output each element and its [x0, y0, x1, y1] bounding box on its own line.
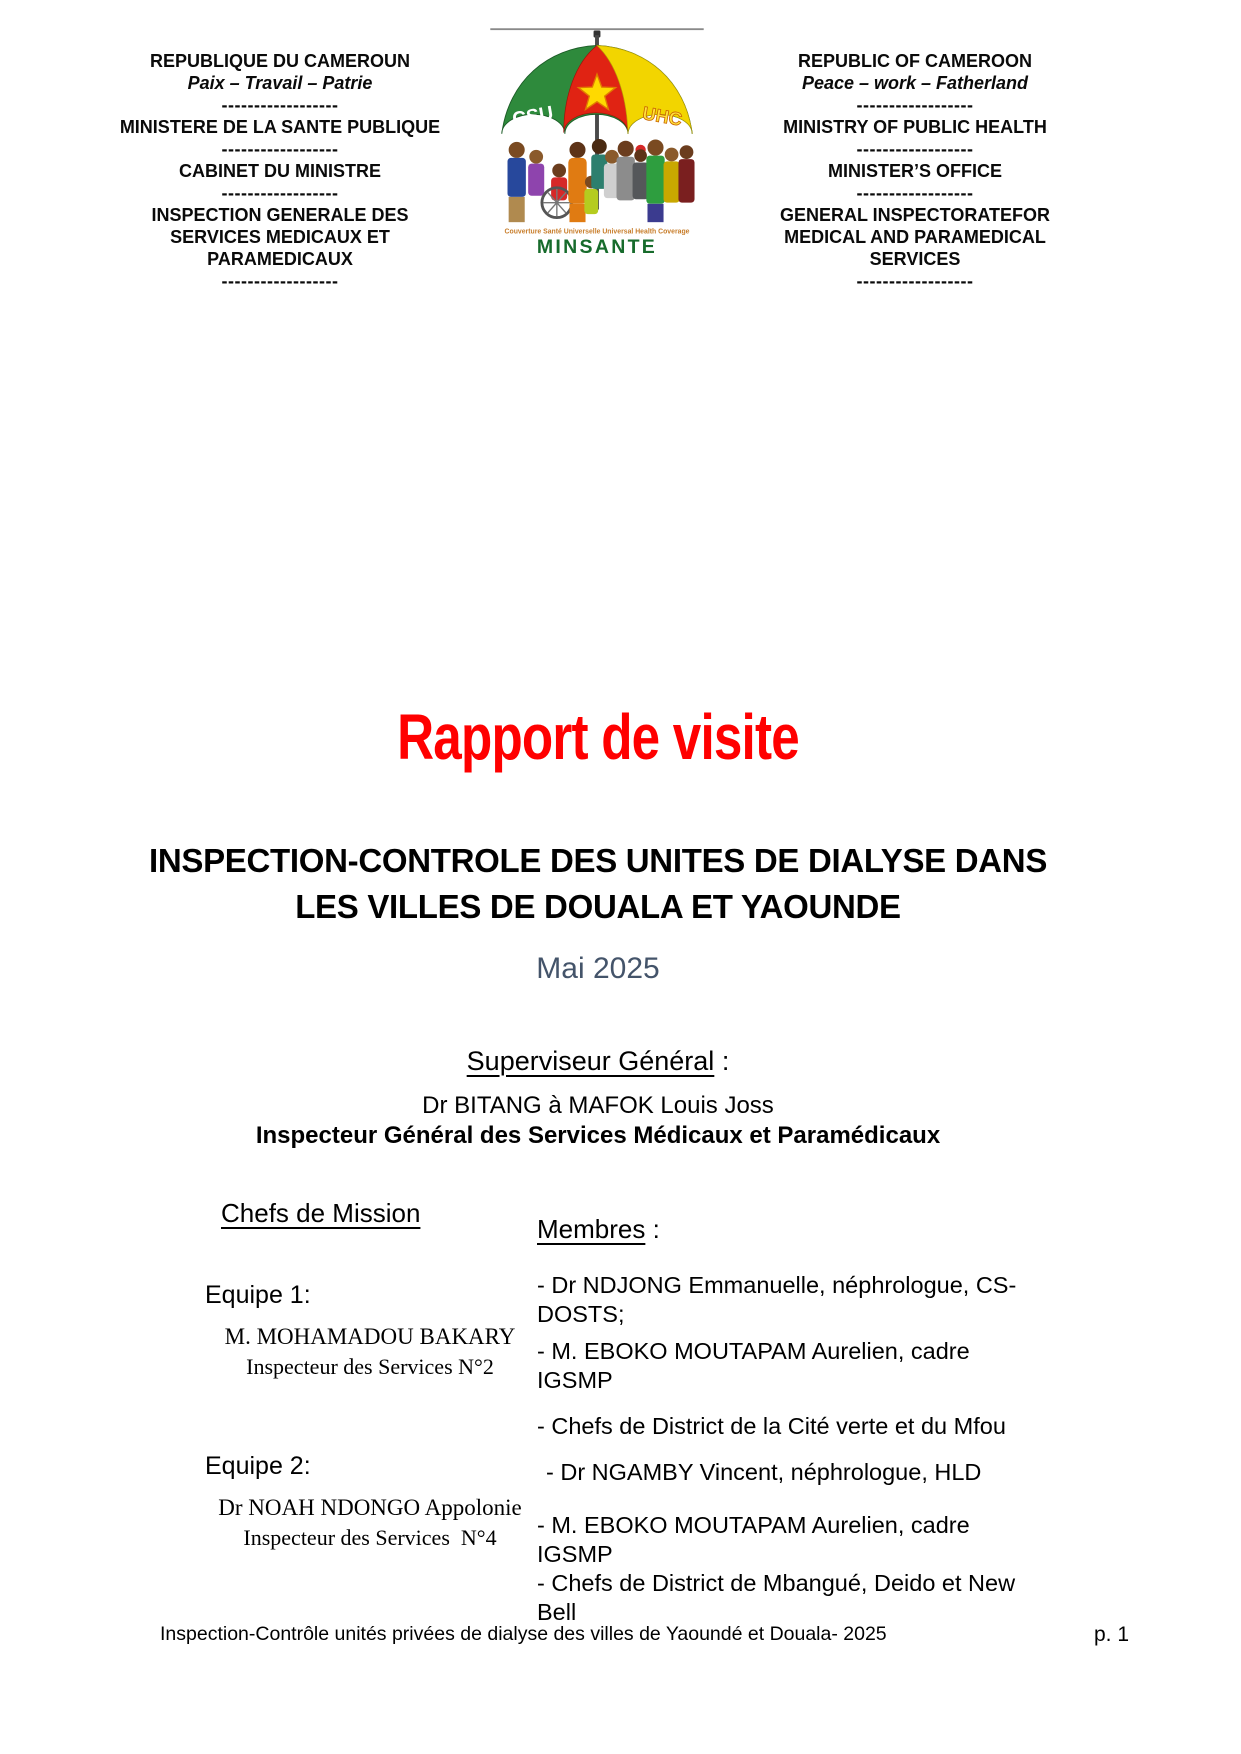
- member-item: - Chefs de District de Mbangué, Deido et New Bell: [537, 1570, 1016, 1625]
- team1-chief-name: M. MOHAMADOU BAKARY: [224, 1324, 516, 1349]
- logo-caption: Couverture Santé Universelle Universal Health Coverage: [504, 228, 690, 236]
- page-number: p. 1: [1093, 1623, 1129, 1646]
- logo-frame-line: [490, 28, 703, 30]
- separator: ------------------: [856, 183, 974, 203]
- member-item: - Chefs de District de la Cité verte et du Mfou: [537, 1413, 1006, 1439]
- report-subtitle-wrap: [90, 838, 1106, 930]
- team1-label: Equipe 1:: [205, 1281, 311, 1309]
- separator: ------------------: [221, 139, 339, 159]
- office-en: MINISTER’S OFFICE: [827, 161, 1002, 181]
- department-en-line2: MEDICAL AND PARAMEDICAL: [784, 227, 1046, 247]
- member-item: - M. EBOKO MOUTAPAM Aurelien, cadre IGSMP: [537, 1512, 970, 1567]
- country-en: REPUBLIC OF CAMEROON: [798, 51, 1032, 71]
- chiefs-heading-text: Chefs de Mission: [221, 1198, 421, 1228]
- member-item: - Dr NGAMBY Vincent, néphrologue, HLD: [546, 1459, 982, 1485]
- page-footer: [160, 1623, 1129, 1647]
- report-date: Mai 2025: [536, 952, 660, 985]
- chiefs-heading: [205, 1198, 535, 1229]
- member-item: - Dr NDJONG Emmanuelle, néphrologue, CS-DOSTS;: [537, 1272, 1017, 1327]
- supervisor-name: Dr BITANG à MAFOK Louis Joss: [422, 1092, 774, 1119]
- supervisor-title: Inspecteur Général des Services Médicaux et Paramédicaux: [255, 1122, 941, 1149]
- motto-en: Peace – work – Fatherland: [801, 73, 1029, 93]
- office-fr: CABINET DU MINISTRE: [179, 161, 381, 181]
- report-subtitle: INSPECTION-CONTROLE DES UNITES DE DIALYSE DANS LES VILLES DE DOUALA ET YAOUNDE: [148, 842, 1048, 925]
- separator: ------------------: [221, 271, 339, 291]
- separator: ------------------: [856, 271, 974, 291]
- logo-csu-label: CSU: [510, 102, 556, 131]
- footer-running-title: Inspection-Contrôle unités privées de dialyse des villes de Yaoundé et Douala- 2025: [160, 1623, 887, 1645]
- ministry-fr: MINISTERE DE LA SANTE PUBLIQUE: [119, 117, 441, 137]
- motto-fr: Paix – Travail – Patrie: [187, 73, 373, 93]
- logo-minsante-label: MINSANTE: [536, 236, 658, 258]
- team2-label: Equipe 2:: [205, 1452, 311, 1480]
- masthead-french-column: [90, 50, 470, 292]
- supervisor-heading: [90, 1046, 1106, 1077]
- people-illustration: [508, 139, 695, 222]
- masthead: [90, 38, 1106, 291]
- minsante-logo: [488, 28, 706, 258]
- supervisor-heading-text: Superviseur Général: [466, 1046, 715, 1076]
- team2-chief-name: Dr NOAH NDONGO Appolonie: [218, 1495, 522, 1520]
- department-fr-line2: SERVICES MEDICAUX ET: [170, 227, 390, 247]
- logo-uhc-label: UHC: [640, 102, 684, 130]
- department-en-line3: SERVICES: [869, 249, 961, 269]
- masthead-english-column: [745, 50, 1085, 292]
- members-heading: [537, 1214, 1042, 1245]
- supervisor-heading-colon: :: [714, 1046, 730, 1076]
- ministry-logo: [488, 28, 706, 258]
- team1-chief-title: Inspecteur des Services N°2: [246, 1354, 494, 1379]
- members-heading-colon: :: [645, 1214, 660, 1244]
- report-title: Rapport de visite: [397, 701, 799, 773]
- members-section: [537, 1214, 1042, 1627]
- member-item: - M. EBOKO MOUTAPAM Aurelien, cadre IGSMP: [537, 1338, 970, 1393]
- mission-chiefs-section: [205, 1198, 535, 1551]
- members-heading-text: Membres: [537, 1214, 646, 1244]
- department-fr-line3: PARAMEDICAUX: [207, 249, 353, 269]
- department-fr-line1: INSPECTION GENERALE DES: [151, 205, 409, 225]
- separator: ------------------: [856, 95, 974, 115]
- separator: ------------------: [221, 183, 339, 203]
- country-fr: REPUBLIQUE DU CAMEROUN: [149, 51, 410, 71]
- team2-chief-title: Inspecteur des Services N°4: [243, 1525, 497, 1550]
- separator: ------------------: [856, 139, 974, 159]
- separator: ------------------: [221, 95, 339, 115]
- department-en-line1: GENERAL INSPECTORATEFOR: [779, 205, 1051, 225]
- ministry-en: MINISTRY OF PUBLIC HEALTH: [783, 117, 1047, 137]
